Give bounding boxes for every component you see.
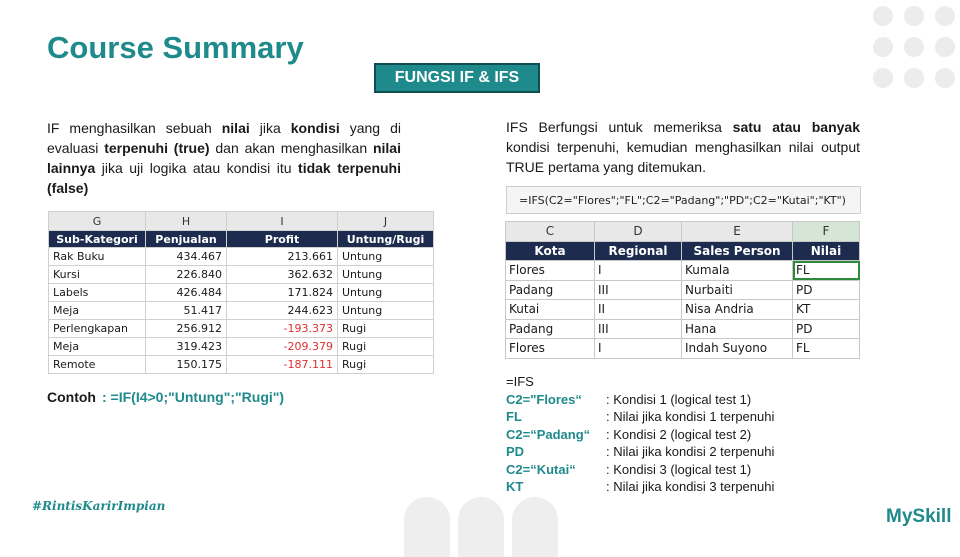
table-row bbox=[506, 300, 860, 320]
if-example-table bbox=[48, 211, 434, 374]
if-text-part: yang di evaluasi bbox=[47, 120, 401, 156]
decorative-dots bbox=[873, 6, 955, 88]
ifs-breakdown bbox=[506, 373, 774, 496]
ifs-key: C2=“Kutai“ bbox=[506, 461, 576, 477]
if-text-bold: tidak terpenuhi (false) bbox=[47, 160, 401, 196]
ifs-desc: : Nilai jika kondisi 3 terpenuhi bbox=[606, 479, 775, 494]
header-cell: Nilai bbox=[793, 241, 860, 261]
if-text-bold: nilai lainnya bbox=[47, 140, 401, 176]
cell-profit: 171.824 bbox=[227, 284, 338, 302]
cell-status: Rugi bbox=[338, 320, 434, 338]
cell-penjualan: 426.484 bbox=[146, 284, 227, 302]
ifs-item bbox=[506, 461, 774, 479]
table-row bbox=[49, 302, 434, 320]
example-label: Contoh bbox=[47, 389, 96, 405]
cell-kota: Flores bbox=[506, 339, 595, 359]
cell-profit: 213.661 bbox=[227, 248, 338, 266]
cell-status: Rugi bbox=[338, 338, 434, 356]
column-letter: D bbox=[595, 222, 682, 242]
header-cell: Kota bbox=[506, 241, 595, 261]
ifs-key: C2="Flores“ bbox=[506, 391, 582, 407]
if-text-bold: kondisi bbox=[290, 120, 340, 136]
header-cell: Profit bbox=[227, 231, 338, 248]
ifs-item bbox=[506, 443, 774, 461]
cell-sub-kategori: Remote bbox=[49, 356, 146, 374]
cell-sub-kategori: Kursi bbox=[49, 266, 146, 284]
cell-nilai: FL bbox=[793, 339, 860, 359]
table-header-row bbox=[506, 241, 860, 261]
cell-sub-kategori: Meja bbox=[49, 338, 146, 356]
ifs-text-part: kondisi terpenuhi, kemudian menghasilkan nilai output TRUE pertama yang ditemukan. bbox=[506, 139, 860, 175]
column-letter: C bbox=[506, 222, 595, 242]
dot bbox=[904, 6, 924, 26]
ifs-text-bold: satu atau banyak bbox=[732, 119, 860, 135]
table-row bbox=[506, 280, 860, 300]
ifs-desc: : Kondisi 1 (logical test 1) bbox=[606, 391, 752, 407]
cell-sales-person: Nisa Andria bbox=[682, 300, 793, 320]
ifs-key: PD bbox=[506, 444, 525, 459]
ifs-key: C2=“Padang“ bbox=[506, 426, 591, 442]
ifs-desc: : Kondisi 3 (logical test 1) bbox=[606, 461, 752, 477]
if-description bbox=[47, 118, 401, 198]
header-cell: Penjualan bbox=[146, 231, 227, 248]
cell-penjualan: 226.840 bbox=[146, 266, 227, 284]
ifs-item bbox=[506, 408, 774, 426]
dot bbox=[873, 68, 893, 88]
example-formula: : =IF(I4>0;"Untung";"Rugi") bbox=[101, 389, 285, 405]
if-example-formula bbox=[47, 389, 284, 405]
cell-profit: -209.379 bbox=[227, 338, 338, 356]
column-letter-row bbox=[49, 212, 434, 231]
decorative-arches bbox=[404, 497, 558, 557]
table-row bbox=[49, 266, 434, 284]
cell-sales-person: Kumala bbox=[682, 261, 793, 281]
column-letter: I bbox=[227, 212, 338, 231]
column-letter: E bbox=[682, 222, 793, 242]
table-row bbox=[49, 320, 434, 338]
cell-sub-kategori: Meja bbox=[49, 302, 146, 320]
cell-profit: -187.111 bbox=[227, 356, 338, 374]
cell-profit: 244.623 bbox=[227, 302, 338, 320]
header-cell: Regional bbox=[595, 241, 682, 261]
table-row bbox=[506, 339, 860, 359]
cell-nilai: PD bbox=[793, 280, 860, 300]
if-text-part: jika bbox=[249, 120, 291, 136]
table-header-row bbox=[49, 231, 434, 248]
dot bbox=[935, 6, 955, 26]
cell-status: Untung bbox=[338, 248, 434, 266]
dot bbox=[873, 37, 893, 57]
if-text-part: IF menghasilkan sebuah bbox=[47, 120, 222, 136]
cell-status: Untung bbox=[338, 266, 434, 284]
header-cell: Sub-Kategori bbox=[49, 231, 146, 248]
ifs-key: KT bbox=[506, 479, 524, 494]
column-letter: J bbox=[338, 212, 434, 231]
formula-bar: =IFS(C2="Flores";"FL";C2="Padang";"PD";C2="Kutai";"KT") bbox=[506, 186, 861, 214]
if-text-part: dan akan menghasilkan bbox=[209, 140, 373, 156]
hashtag: #RintisKarirImpian bbox=[32, 499, 166, 513]
arch-shape bbox=[404, 497, 450, 557]
cell-penjualan: 51.417 bbox=[146, 302, 227, 320]
dot bbox=[904, 68, 924, 88]
slide-title: Course Summary bbox=[47, 30, 304, 65]
if-text-part: jika uji logika atau kondisi itu bbox=[95, 160, 299, 176]
cell-penjualan: 434.467 bbox=[146, 248, 227, 266]
cell-profit: -193.373 bbox=[227, 320, 338, 338]
header-cell: Untung/Rugi bbox=[338, 231, 434, 248]
column-letter: G bbox=[49, 212, 146, 231]
cell-sub-kategori: Perlengkapan bbox=[49, 320, 146, 338]
if-text-bold: nilai bbox=[221, 120, 250, 136]
cell-regional: I bbox=[595, 261, 682, 281]
dot bbox=[904, 37, 924, 57]
cell-profit: 362.632 bbox=[227, 266, 338, 284]
cell-kota: Padang bbox=[506, 280, 595, 300]
table-row bbox=[49, 356, 434, 374]
cell-regional: I bbox=[595, 339, 682, 359]
ifs-text-part: IFS Berfungsi untuk memeriksa bbox=[506, 119, 733, 135]
brand-logo: MySkill bbox=[886, 506, 952, 527]
table-row bbox=[49, 248, 434, 266]
header-cell: Sales Person bbox=[682, 241, 793, 261]
table-row bbox=[49, 338, 434, 356]
dot bbox=[935, 68, 955, 88]
cell-sales-person: Indah Suyono bbox=[682, 339, 793, 359]
cell-regional: III bbox=[595, 280, 682, 300]
if-text-bold: terpenuhi (true) bbox=[104, 140, 210, 156]
dot bbox=[873, 6, 893, 26]
cell-nilai: PD bbox=[793, 319, 860, 339]
section-badge: FUNGSI IF & IFS bbox=[374, 63, 540, 93]
cell-kota: Flores bbox=[506, 261, 595, 281]
ifs-example-table bbox=[505, 221, 860, 359]
cell-status: Untung bbox=[338, 284, 434, 302]
cell-kota: Kutai bbox=[506, 300, 595, 320]
table-row bbox=[506, 261, 860, 281]
cell-regional: III bbox=[595, 319, 682, 339]
dot bbox=[935, 37, 955, 57]
ifs-item bbox=[506, 426, 774, 444]
cell-nilai: FL bbox=[793, 261, 860, 281]
cell-nilai: KT bbox=[793, 300, 860, 320]
ifs-item bbox=[506, 391, 774, 409]
cell-sales-person: Hana bbox=[682, 319, 793, 339]
cell-penjualan: 319.423 bbox=[146, 338, 227, 356]
cell-sales-person: Nurbaiti bbox=[682, 280, 793, 300]
arch-shape bbox=[512, 497, 558, 557]
cell-status: Rugi bbox=[338, 356, 434, 374]
cell-sub-kategori: Labels bbox=[49, 284, 146, 302]
ifs-desc: : Kondisi 2 (logical test 2) bbox=[606, 426, 752, 442]
cell-penjualan: 150.175 bbox=[146, 356, 227, 374]
cell-status: Untung bbox=[338, 302, 434, 320]
cell-sub-kategori: Rak Buku bbox=[49, 248, 146, 266]
cell-kota: Padang bbox=[506, 319, 595, 339]
ifs-desc: : Nilai jika kondisi 2 terpenuhi bbox=[606, 444, 775, 459]
column-letter: F bbox=[793, 222, 860, 242]
ifs-desc: : Nilai jika kondisi 1 terpenuhi bbox=[606, 409, 775, 424]
ifs-description bbox=[506, 117, 860, 177]
column-letter: H bbox=[146, 212, 227, 231]
table-row bbox=[49, 284, 434, 302]
cell-penjualan: 256.912 bbox=[146, 320, 227, 338]
ifs-head: =IFS bbox=[506, 374, 534, 389]
arch-shape bbox=[458, 497, 504, 557]
column-letter-row bbox=[506, 222, 860, 242]
table-row bbox=[506, 319, 860, 339]
ifs-key: FL bbox=[506, 409, 522, 424]
cell-regional: II bbox=[595, 300, 682, 320]
ifs-item bbox=[506, 478, 774, 496]
